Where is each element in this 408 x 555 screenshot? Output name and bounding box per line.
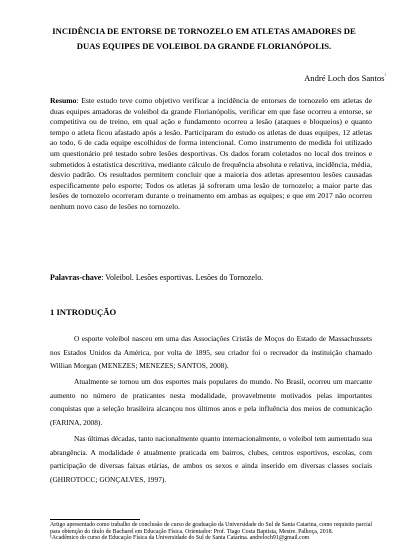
title-line-1: INCIDÊNCIA DE ENTORSE DE TORNOZELO EM ATLETAS AMADORES DE [52,26,356,36]
section-heading: 1 INTRODUÇÃO [50,307,117,317]
keywords-text: : Voleibol. Lesões esportivas. Lesões do Tornozelo. [101,273,264,282]
footnote-2: ¹Acadêmico do curso de Educação Física da Universidade do Sul de Santa Catarina. andreloch91@gmail.com [50,535,310,542]
footnote-1: Artigo apresentado como trabalho de conclusão de curso de graduação da Universidade do Sul de Santa Catarina, como requisito parcial para obtenção do título de Bacharel em Educação Física. Orientador: Prof. Tiago Costa Baptista, Mestre. Palhoça, 2018. [50,522,372,535]
keywords-label: Palavras-chave [50,273,102,282]
abstract [50,96,372,213]
paragraph-3: Nas últimas décadas, tanto nacionalmente quanto internacionalmente, o voleibol tem aumentado sua abrangência. A modalidade é atualmente praticada em bairros, clubes, centros esportivos, escolas, com participação de diversas faixas etárias, de ambos os sexos e ainda inserido em diversas classes sociais (GHIROTOCC; GONÇALVES, 1997). [50,434,372,484]
abstract-text: : Este estudo teve como objetivo verificar a incidência de entorses de tornozelo em atletas de duas equipes amadoras de voleibol da grande Florianópolis, verificar em que fase ocorreu a entorse, se competitiva ou de treino, em qual ação e fundamento ocorreu a lesão (ataques e bloqueios) e quanto tempo o atleta ficou afastado após a lesão. Participaram do estudo os atletas de duas equipes, 12 atletas ao todo, 6 de cada equipe escolhidos de forma intencional. Como instrumento de medida foi utilizado um questionário pré testado sobre lesões desportivas. Os dados foram coletados no local dos treinos e submetidos à estatística descritiva, mediante cálculo de frequência absoluta e relativa, incidência, média, desvio padrão. Os resultados permitem concluir que a maioria dos atletas apresentou lesões causadas especificamente pelo esporte; Todos os atletas já sofreram uma lesão de tornozelo; a maior parte das lesões de tornozelo ocorreram durante o treinamento em ambas as equipes; e que em 2017 não ocorreu nenhum novo caso de lesões no tornozelo. [50,96,372,211]
footnotes [50,522,372,542]
abstract-label: Resumo [50,96,77,105]
title-line-2: DUAS EQUIPES DE VOLEIBOL DA GRANDE FLORIANÓPOLIS. [76,41,332,51]
author-footnote-mark: ¹ [384,74,386,79]
paragraph-2: Atualmente se tornou um dos esportes mais populares do mundo. No Brasil, ocorreu um marcante aumento no número de praticantes nesta modalidade, provavelmente motivados pelas importantes conquistas que a seleção brasileira alcançou nos últimos anos e pela influência dos meios de comunicação (FARINA, 2008). [50,377,372,427]
author-name [304,71,386,84]
author-text: André Loch dos Santos [304,72,385,83]
paper-title [34,24,374,54]
footnote-divider [50,519,140,520]
keywords [50,272,372,283]
paragraph-1: O esporte voleibol nasceu em uma das Associações Cristãs de Moços do Estado de Massachussets nos Estados Unidos da América, por volta de 1895, seu criador foi o recreador da instituição chamado Willian Morgan (MENEZES; MENEZES; SANTOS, 2008). [50,334,372,371]
